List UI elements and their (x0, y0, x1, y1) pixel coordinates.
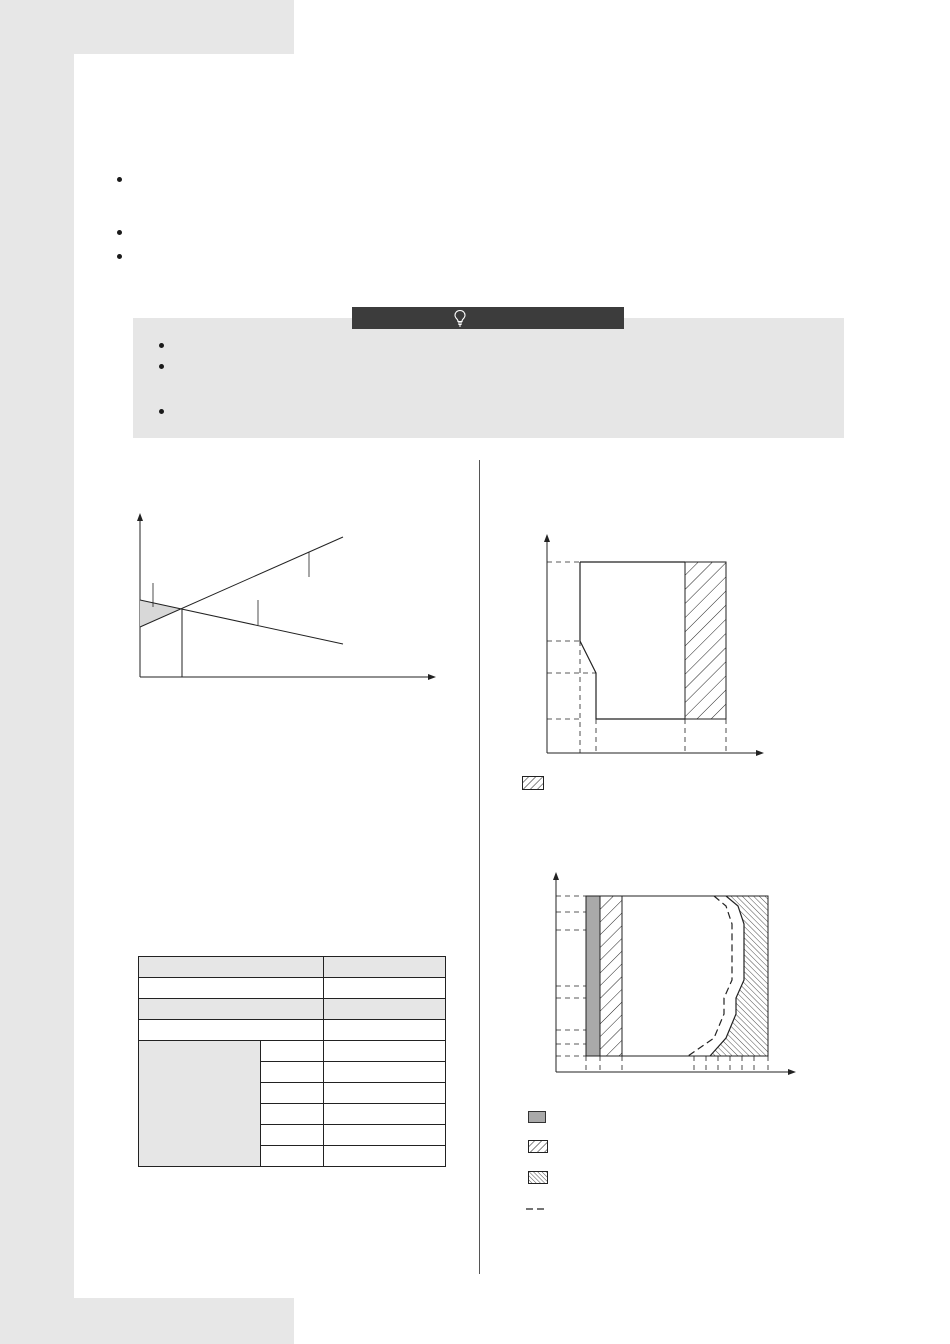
table-group-cell (139, 1041, 261, 1167)
table-cell (324, 999, 446, 1020)
table-cell (261, 1104, 324, 1125)
page-footer-strip (0, 1298, 294, 1344)
legend-swatch-hatch (528, 1140, 548, 1153)
page-header-strip (0, 0, 294, 54)
table-row (139, 1020, 446, 1041)
rising-line (140, 537, 343, 627)
tip-header-bar (352, 307, 624, 329)
table-cell (324, 978, 446, 999)
table-cell (261, 1062, 324, 1083)
range-diagram-top (530, 532, 770, 757)
table-cell (139, 978, 324, 999)
spec-table-wrapper (138, 956, 446, 1167)
legend-swatch-hatch (522, 776, 544, 790)
page-sheet-top (294, 0, 950, 54)
bullet-dot (117, 230, 122, 235)
table-cell (261, 1041, 324, 1062)
table-cell (139, 957, 324, 978)
legend-swatch-grey (528, 1111, 546, 1123)
falling-line (140, 600, 343, 644)
table-row (139, 999, 446, 1020)
table-cell (261, 1146, 324, 1167)
table-cell (139, 1020, 324, 1041)
intersection-diagram (120, 505, 450, 690)
spec-table (138, 956, 446, 1167)
table-row (139, 1041, 446, 1062)
table-cell (324, 1041, 446, 1062)
column-divider (479, 460, 480, 1274)
bullet-dot (117, 254, 122, 259)
legend-swatch-cross-hatch (528, 1171, 548, 1184)
page-sheet-bottom (294, 1298, 950, 1344)
table-cell (324, 957, 446, 978)
table-cell (261, 1125, 324, 1146)
table-row (139, 957, 446, 978)
table-cell (324, 1062, 446, 1083)
bullet-dot (159, 364, 164, 369)
page-margin-strip (0, 0, 74, 1344)
bullet-dot (159, 409, 164, 414)
table-cell (261, 1083, 324, 1104)
range-diagram-bottom (548, 872, 798, 1078)
bullet-dot (159, 343, 164, 348)
grey-band (586, 896, 600, 1056)
hatched-band (600, 896, 622, 1056)
range-outline (580, 562, 685, 719)
table-cell (324, 1083, 446, 1104)
tip-box (133, 318, 844, 438)
legend-swatch-dashed (526, 1206, 548, 1212)
table-cell (139, 999, 324, 1020)
hatched-band (685, 562, 726, 719)
table-cell (324, 1146, 446, 1167)
table-cell (324, 1125, 446, 1146)
table-cell (324, 1020, 446, 1041)
lightbulb-icon (453, 309, 467, 327)
table-cell (324, 1104, 446, 1125)
table-row (139, 978, 446, 999)
bullet-dot (117, 177, 122, 182)
